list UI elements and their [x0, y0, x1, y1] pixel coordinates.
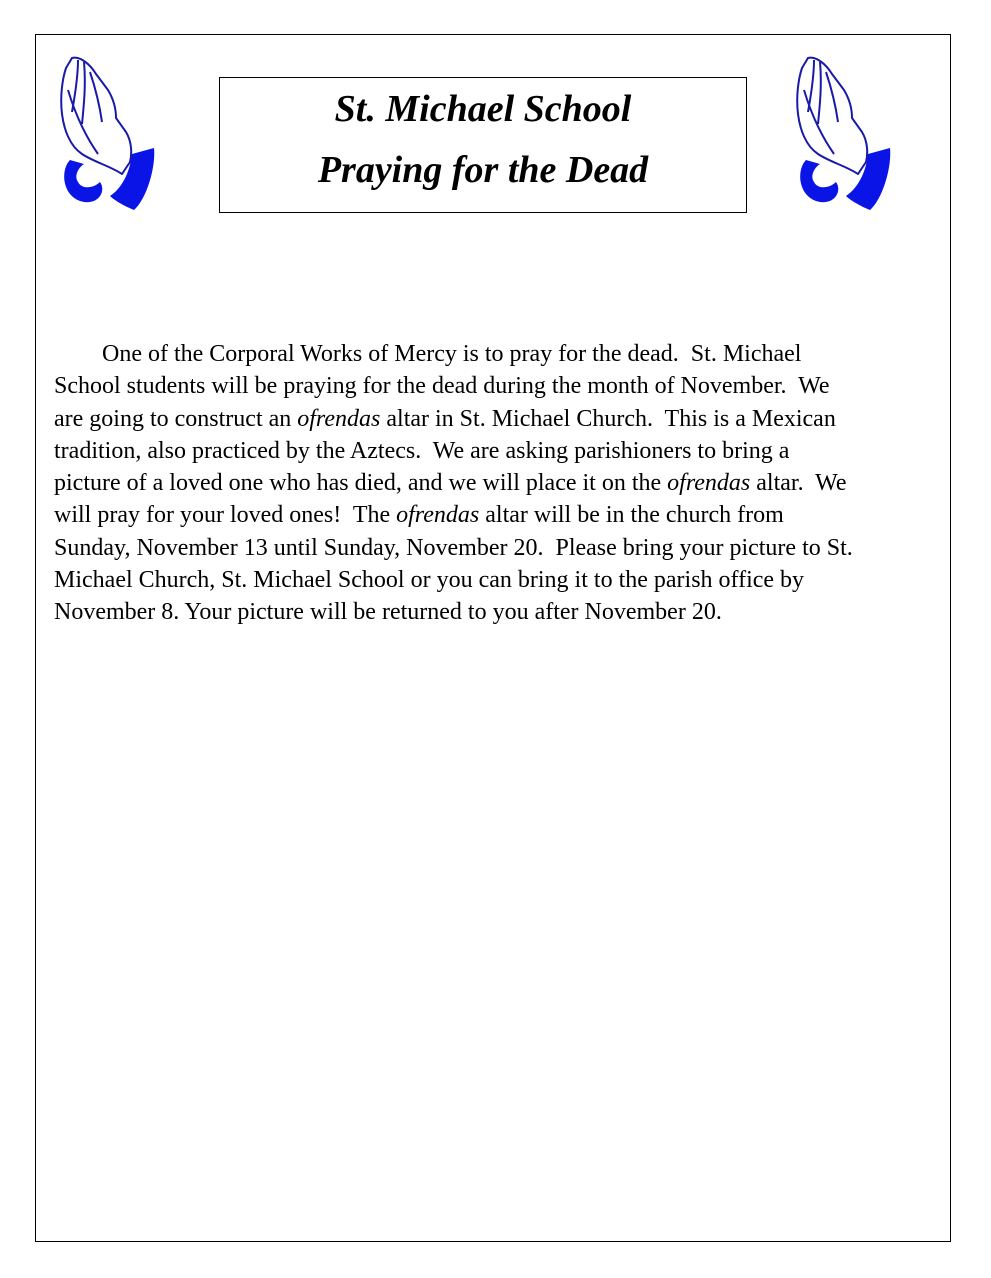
- text-line: [54, 467, 934, 499]
- text-segment: picture of a loved one who has died, and we will place it on the: [54, 470, 668, 497]
- text-segment: will pray for your loved ones! The: [54, 502, 397, 529]
- text-segment: tradition, also practiced by the Aztecs. We are asking parishioners to bring a: [54, 437, 790, 464]
- italic-term: ofrendas: [396, 502, 480, 529]
- body-paragraph: [54, 338, 934, 629]
- text-line: [54, 596, 934, 628]
- school-name-title: St. Michael School: [334, 88, 632, 130]
- text-segment: One of the Corporal Works of Mercy is to pray for the dead. St. Michael: [54, 341, 802, 367]
- text-segment: altar will be in the church from: [479, 502, 784, 529]
- text-line: [54, 499, 934, 531]
- title-box: [219, 77, 747, 213]
- text-segment: November 8. Your picture will be returned to you after November 20.: [54, 599, 722, 626]
- italic-term: ofrendas: [667, 470, 751, 497]
- text-segment: altar. We: [750, 470, 847, 497]
- page-title: Praying for the Dead: [317, 149, 649, 191]
- text-line: [54, 338, 934, 370]
- text-segment: Sunday, November 13 until Sunday, November 20. Please bring your picture to St.: [54, 534, 853, 561]
- text-line: [54, 532, 934, 564]
- text-segment: School students will be praying for the dead during the month of November. We: [54, 373, 830, 400]
- text-line: [54, 564, 934, 596]
- praying-hands-icon: [50, 50, 170, 220]
- praying-hands-icon: [786, 50, 906, 220]
- text-line: [54, 435, 934, 467]
- text-segment: altar in St. Michael Church. This is a Mexican: [380, 405, 836, 432]
- text-segment: are going to construct an: [54, 405, 298, 432]
- text-line: [54, 403, 934, 435]
- italic-term: ofrendas: [297, 405, 381, 432]
- text-line: [54, 370, 934, 402]
- text-segment: Michael Church, St. Michael School or you can bring it to the parish office by: [54, 567, 805, 594]
